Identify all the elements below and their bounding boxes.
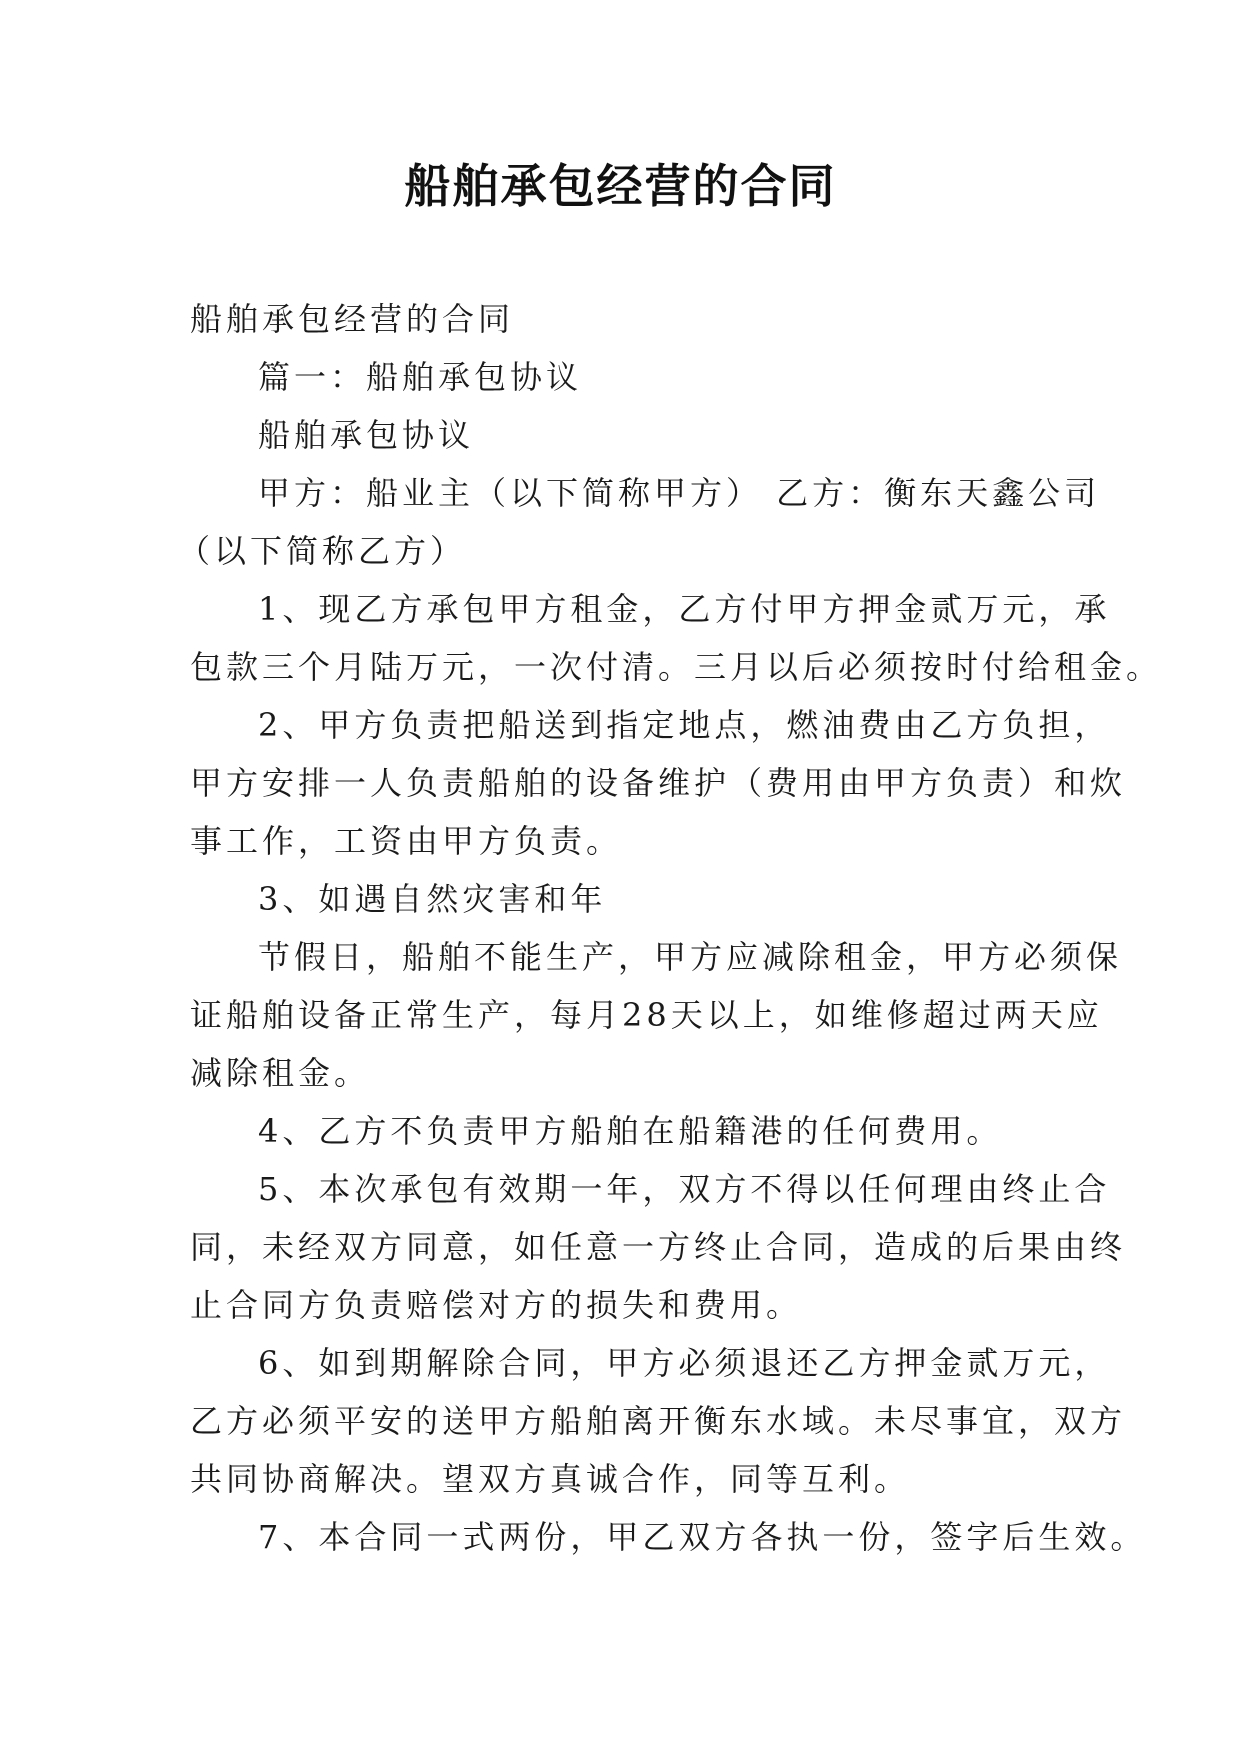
body-line: 甲方：船业主（以下简称甲方） 乙方：衡东天鑫公司 [258,474,1101,512]
body-line: 止合同方负责赔偿对方的损失和费用。 [190,1286,803,1324]
body-line: 3、如遇自然灾害和年 [258,880,607,918]
body-line: 船舶承包协议 [258,416,475,454]
body-line: （以下简称乙方） [178,532,467,570]
body-line: 4、乙方不负责甲方船舶在船籍港的任何费用。 [258,1112,1003,1150]
body-line: 篇一：船舶承包协议 [258,358,583,396]
body-line: 证船舶设备正常生产，每月28天以上，如维修超过两天应 [190,996,1103,1034]
body-line: 节假日，船舶不能生产，甲方应减除租金，甲方必须保 [258,938,1123,976]
body-line: 船舶承包经营的合同 [190,300,515,338]
document-title: 船舶承包经营的合同 [404,159,837,213]
body-line: 2、甲方负责把船送到指定地点，燃油费由乙方负担， [258,706,1111,744]
body-line: 共同协商解决。望双方真诚合作，同等互利。 [190,1460,911,1498]
body-line: 1、现乙方承包甲方租金，乙方付甲方押金贰万元，承 [258,590,1111,628]
body-line: 5、本次承包有效期一年，双方不得以任何理由终止合 [258,1170,1111,1208]
document-body [178,290,1163,1566]
body-line: 甲方安排一人负责船舶的设备维护（费用由甲方负责）和炊 [190,764,1127,802]
body-line: 乙方必须平安的送甲方船舶离开衡东水域。未尽事宜，双方 [190,1402,1127,1440]
body-line: 包款三个月陆万元，一次付清。三月以后必须按时付给租金。 [190,648,1163,686]
body-line: 事工作，工资由甲方负责。 [190,822,623,860]
body-line: 同，未经双方同意，如任意一方终止合同，造成的后果由终 [190,1228,1127,1266]
body-line: 减除租金。 [190,1054,371,1092]
body-line: 7、本合同一式两份，甲乙双方各执一份，签字后生效。 [258,1518,1147,1556]
body-line: 6、如到期解除合同，甲方必须退还乙方押金贰万元， [258,1344,1111,1382]
